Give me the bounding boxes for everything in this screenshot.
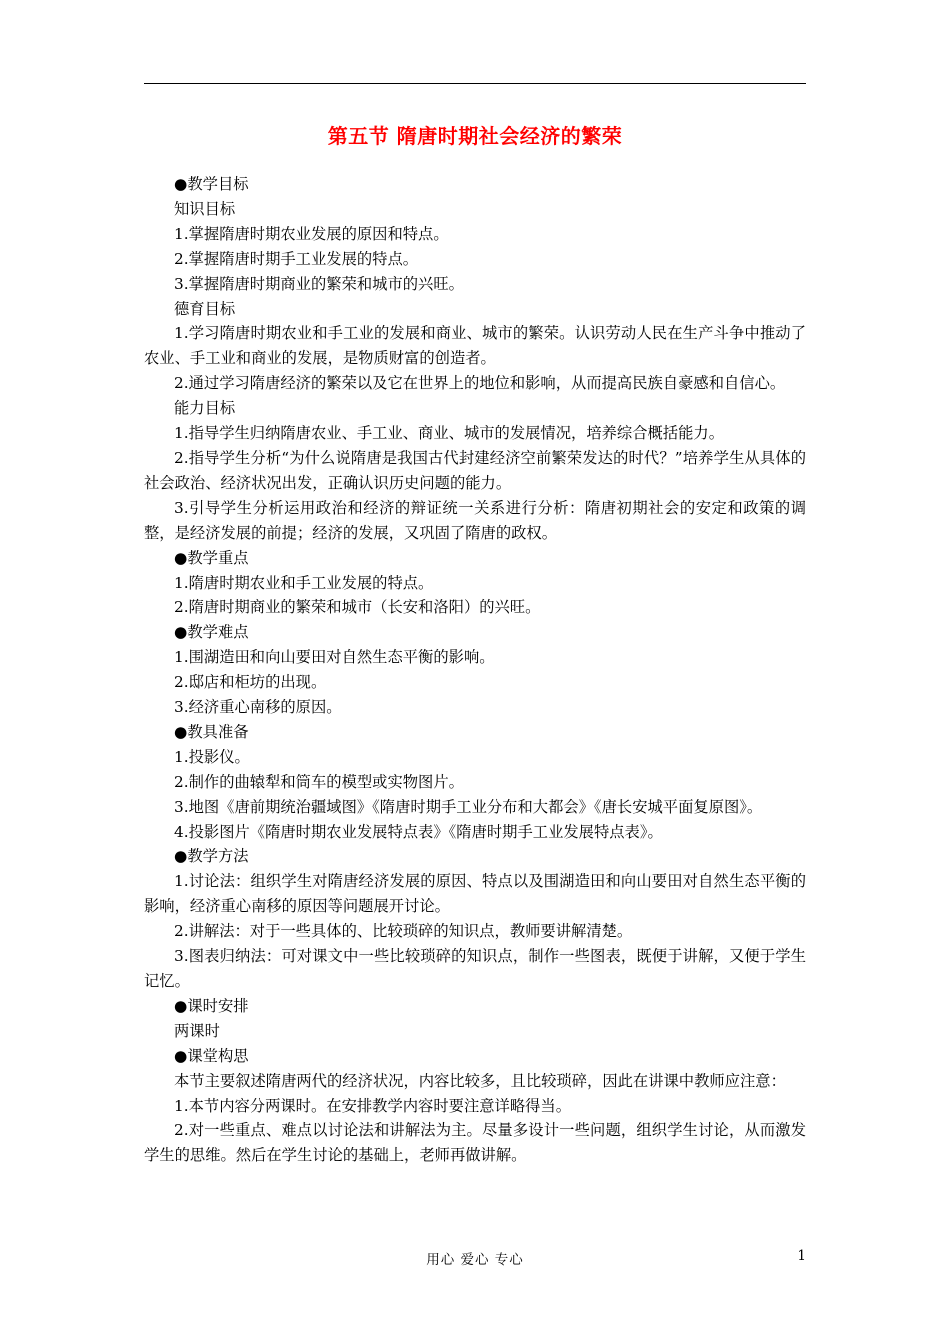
paragraph: 2.邸店和柜坊的出现。 <box>174 673 327 692</box>
paragraph: 两课时 <box>174 1021 220 1040</box>
paragraph: 1.指导学生归纳隋唐农业、手工业、商业、城市的发展情况，培养综合概括能力。 <box>174 424 724 443</box>
paragraph: 2.对一些重点、难点以讨论法和讲解法为主。尽量多设计一些问题，组织学生讨论，从而激发学生的思维。然后在学生讨论的基础上，老师再做讲解。 <box>144 1121 806 1165</box>
section-heading: ●教学方法 <box>174 847 249 866</box>
paragraph: 1.讨论法：组织学生对隋唐经济发展的原因、特点以及围湖造田和向山要田对自然生态平衡的影响，经济重心南移的原因等问题展开讨论。 <box>144 872 806 916</box>
paragraph: 1.隋唐时期农业和手工业发展的特点。 <box>174 573 434 592</box>
paragraph: 1.围湖造田和向山要田对自然生态平衡的影响。 <box>174 648 495 667</box>
paragraph: 1.掌握隋唐时期农业发展的原因和特点。 <box>174 224 449 243</box>
paragraph: 2.隋唐时期商业的繁荣和城市（长安和洛阳）的兴旺。 <box>174 598 541 617</box>
section-heading: ●教具准备 <box>174 722 249 741</box>
document-body <box>144 172 806 1168</box>
paragraph: 2.制作的曲辕犁和筒车的模型或实物图片。 <box>174 772 464 791</box>
subsection-heading: 知识目标 <box>174 199 236 218</box>
section-heading: ●教学难点 <box>174 623 249 642</box>
section-heading: ●课堂构思 <box>174 1046 249 1065</box>
page-title: 第五节 隋唐时期社会经济的繁荣 <box>327 124 623 148</box>
footer-motto: 用心 爱心 专心 <box>426 1252 524 1268</box>
paragraph: 2.指导学生分析“为什么说隋唐是我国古代封建经济空前繁荣发达的时代？”培养学生从具体的社会政治、经济状况出发，正确认识历史问题的能力。 <box>144 448 806 492</box>
paragraph: 4.投影图片《隋唐时期农业发展特点表》《隋唐时期手工业发展特点表》。 <box>174 822 663 841</box>
subsection-heading: 能力目标 <box>174 399 236 418</box>
paragraph: 1.学习隋唐时期农业和手工业的发展和商业、城市的繁荣。认识劳动人民在生产斗争中推动了农业、手工业和商业的发展，是物质财富的创造者。 <box>144 324 806 368</box>
paragraph: 3.引导学生分析运用政治和经济的辩证统一关系进行分析：隋唐初期社会的安定和政策的调整，是经济发展的前提；经济的发展，又巩固了隋唐的政权。 <box>144 498 806 542</box>
paragraph: 本节主要叙述隋唐两代的经济状况，内容比较多，且比较琐碎，因此在讲课中教师应注意： <box>174 1071 786 1090</box>
section-heading: ●教学重点 <box>174 548 249 567</box>
paragraph: 3.经济重心南移的原因。 <box>174 698 342 717</box>
paragraph: 3.掌握隋唐时期商业的繁荣和城市的兴旺。 <box>174 274 464 293</box>
header-rule <box>144 83 806 84</box>
paragraph: 1.本节内容分两课时。在安排教学内容时要注意详略得当。 <box>174 1096 572 1115</box>
page-number: 1 <box>797 1248 806 1264</box>
paragraph: 2.掌握隋唐时期手工业发展的特点。 <box>174 249 419 268</box>
paragraph: 3.地图《唐前期统治疆域图》《隋唐时期手工业分布和大都会》《唐长安城平面复原图》。 <box>174 797 763 816</box>
section-heading: ●课时安排 <box>174 996 249 1015</box>
section-heading: ●教学目标 <box>174 175 249 193</box>
paragraph: 2.通过学习隋唐经济的繁荣以及它在世界上的地位和影响，从而提高民族自豪感和自信心。 <box>174 374 786 393</box>
subsection-heading: 德育目标 <box>174 299 236 318</box>
paragraph: 2.讲解法：对于一些具体的、比较琐碎的知识点，教师要讲解清楚。 <box>174 922 633 941</box>
paragraph: 1.投影仪。 <box>174 747 250 766</box>
paragraph: 3.图表归纳法：可对课文中一些比较琐碎的知识点，制作一些图表，既便于讲解，又便于学生记忆。 <box>144 947 806 990</box>
